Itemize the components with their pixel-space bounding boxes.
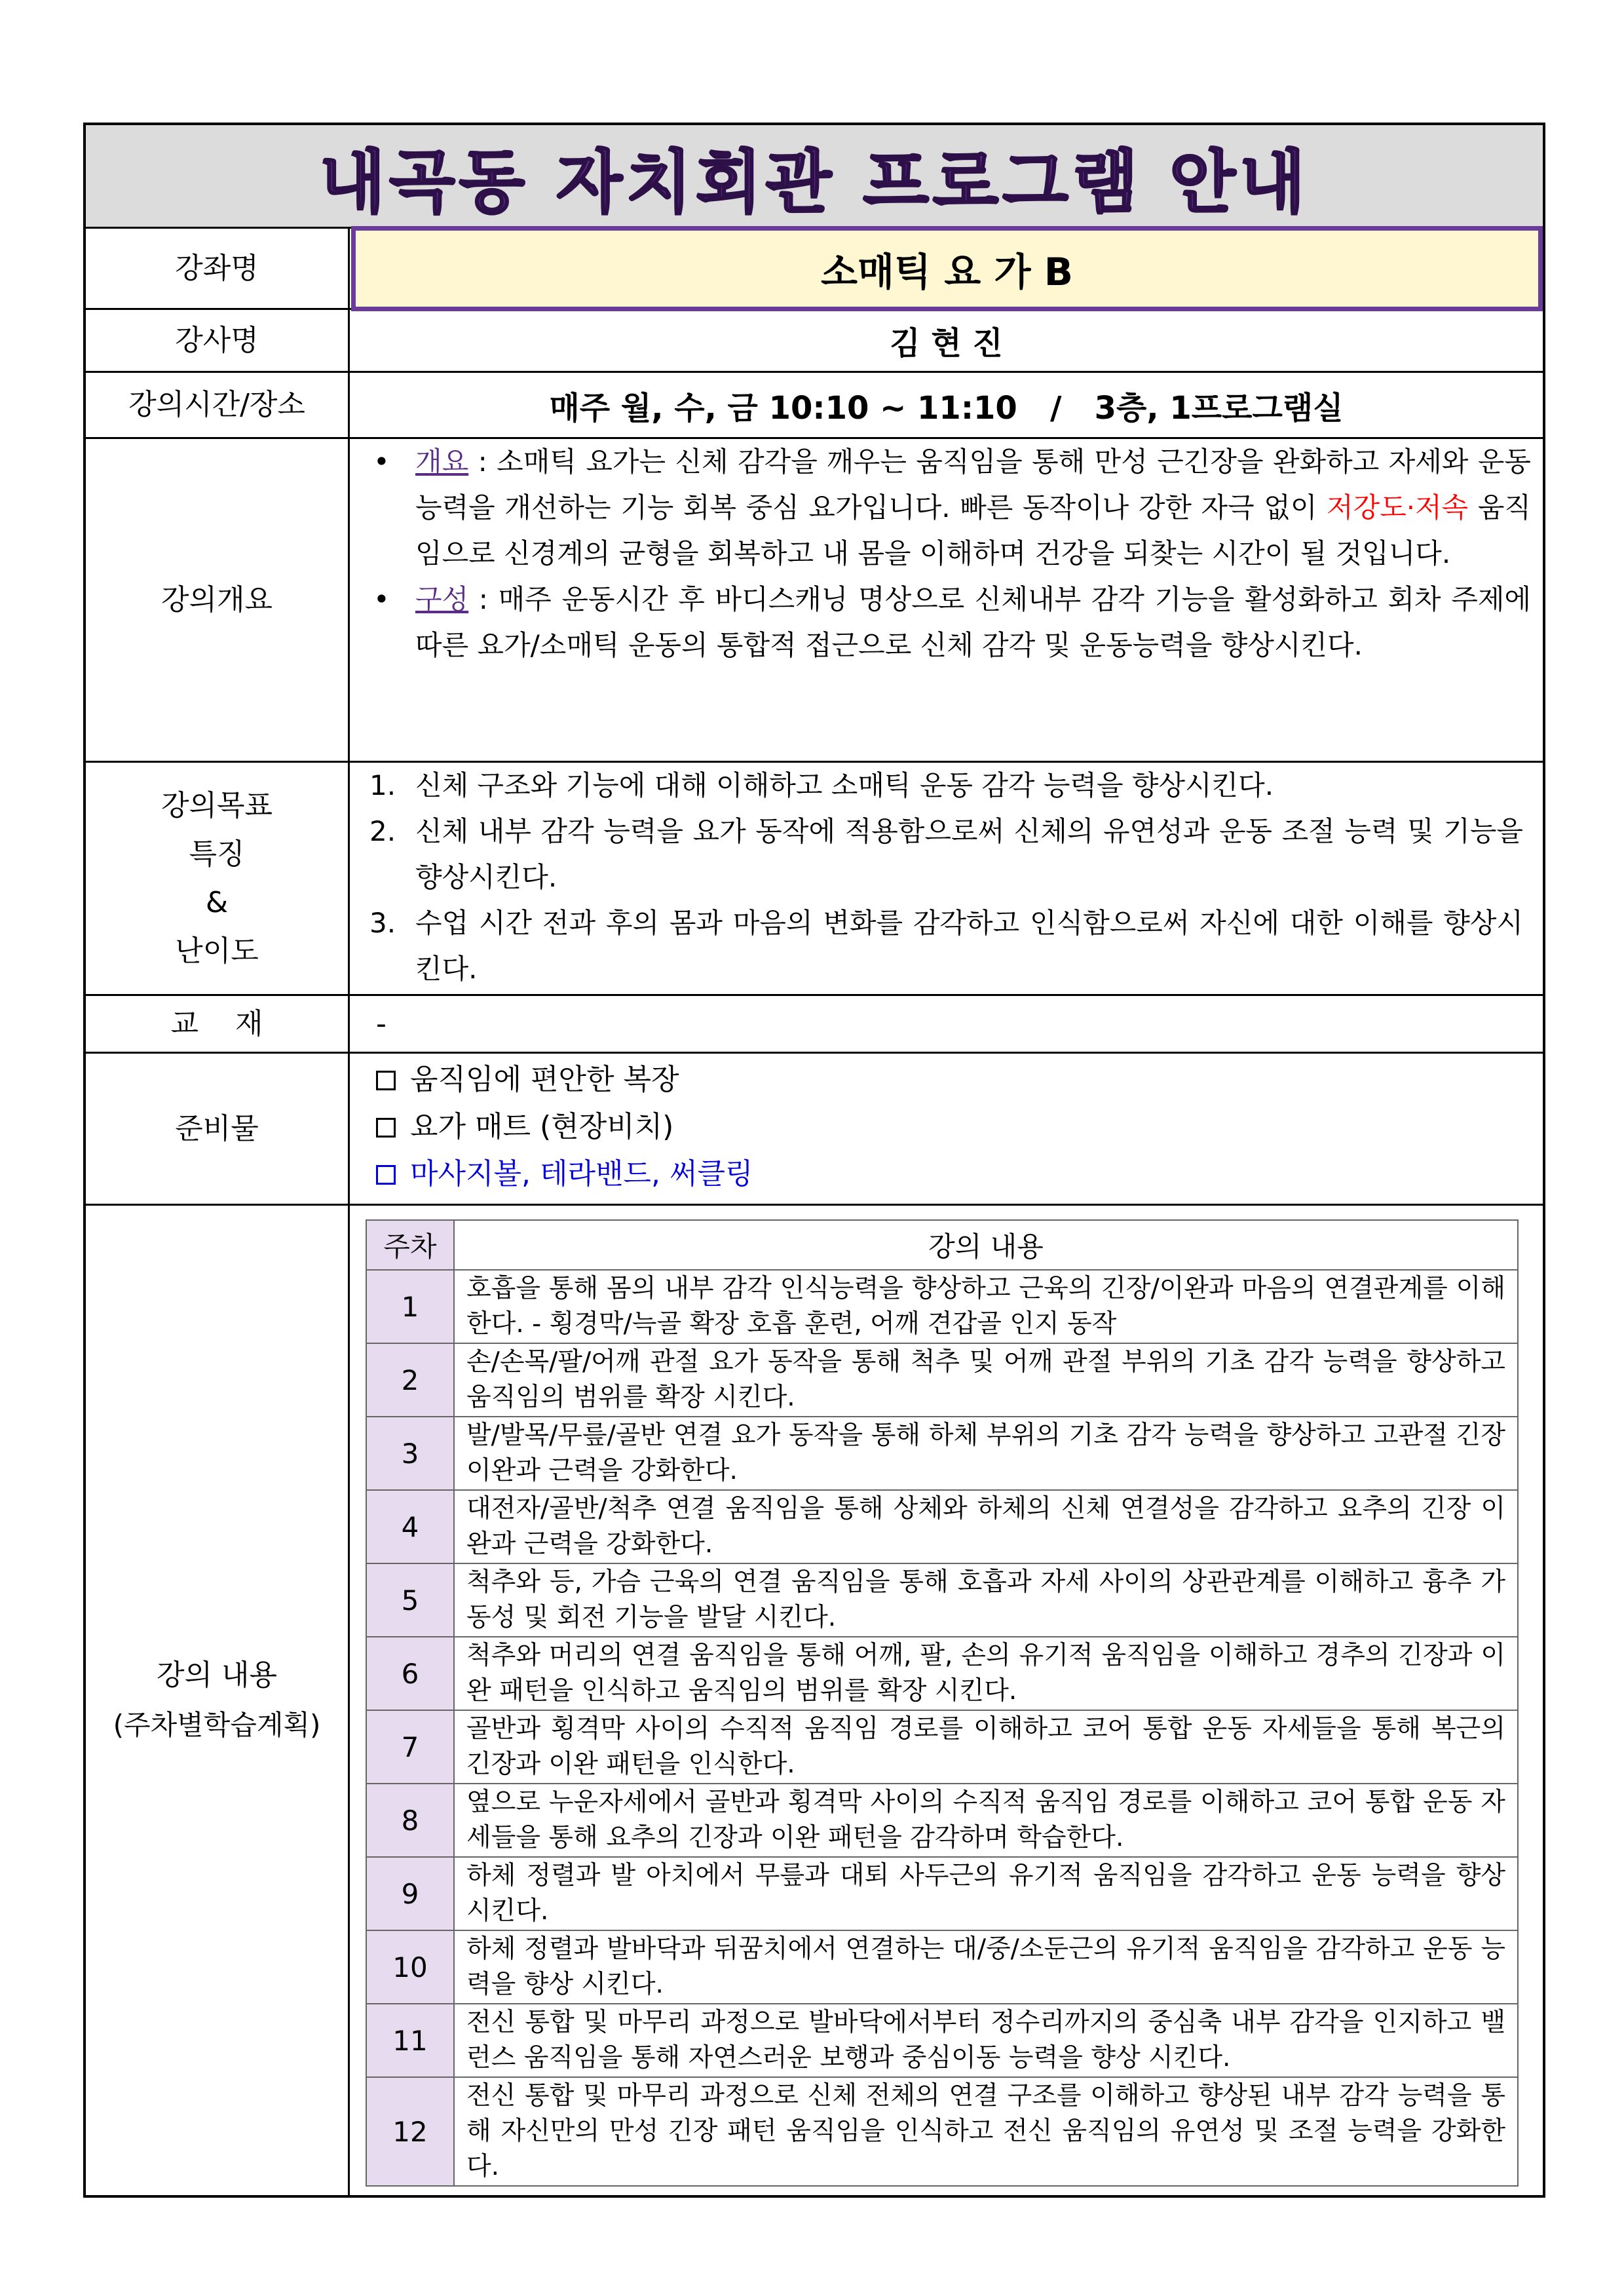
week-number: 12 [366,2077,454,2186]
week-content: 손/손목/팔/어깨 관절 요가 동작을 통해 척추 및 어깨 관절 부위의 기초 감각 능력을 향상하고 움직임의 범위를 확장 시킨다. [454,1343,1518,1417]
goal-item [350,763,1543,809]
checkbox-icon [376,1071,396,1090]
table-row [366,2004,1518,2077]
bullet-icon: • [373,446,390,478]
checkbox-icon [376,1165,396,1185]
label-course-name: 강좌명 [86,229,350,308]
supply-item [376,1056,1543,1103]
week-number: 1 [366,1270,454,1343]
table-row [366,1563,1518,1637]
week-content: 하체 정렬과 발 아치에서 무릎과 대퇴 사두근의 유기적 움직임을 감각하고 운동 능력을 향상 시킨다. [454,1857,1518,1930]
overview-item-summary [350,439,1543,577]
overview-text-structure: : 매주 운동시간 후 바디스캐닝 명상으로 신체내부 감각 기능을 활성화하고 회차 주제에 따른 요가/소매틱 운동의 통합적 접근으로 신체 감각 및 운동능력을 향상시킨다. [415,583,1531,661]
overview-keyword-summary: 개요 [415,446,469,478]
goal-item [350,809,1543,900]
week-content: 옆으로 누운자세에서 골반과 횡격막 사이의 수직적 움직임 경로를 이해하고 코어 통합 운동 자세들을 통해 요추의 긴장과 이완 패턴을 감각하며 학습한다. [454,1784,1518,1857]
table-row [366,1637,1518,1710]
title-bar [86,125,1543,229]
goal-number: 1. [369,769,396,801]
time-place-value: 매주 월, 수, 금 10:10 ~ 11:10 / 3층, 1프로그램실 [549,389,1344,427]
label-overview: 강의개요 [86,439,350,761]
row-goals [86,763,1543,996]
bullet-icon: • [373,583,390,615]
row-textbook [86,996,1543,1054]
table-row [366,1343,1518,1417]
row-instructor [86,310,1543,373]
label-goals-line: & [205,885,229,919]
supply-item [376,1151,1543,1198]
instructor-value: 김 현 진 [890,325,1003,362]
label-goals [86,763,350,994]
week-content: 하체 정렬과 발바닥과 뒤꿈치에서 연결하는 대/중/소둔근의 유기적 움직임을 감각하고 운동 능력을 향상 시킨다. [454,1930,1518,2004]
label-goals-line: 강의목표 [161,788,273,822]
supply-text: 움직임에 편안한 복장 [410,1063,679,1096]
weekly-plan-table [366,1219,1519,2187]
week-number: 9 [366,1857,454,1930]
label-instructor: 강사명 [86,310,350,371]
week-number: 10 [366,1930,454,2004]
week-number: 4 [366,1490,454,1563]
supply-text: 마사지볼, 테라밴드, 써클링 [410,1157,753,1191]
header-week: 주차 [366,1220,454,1270]
label-content [86,1206,350,2195]
goal-number: 2. [369,815,396,847]
week-number: 11 [366,2004,454,2077]
week-content: 대전자/골반/척추 연결 움직임을 통해 상체와 하체의 신체 연결성을 감각하고 요추의 긴장 이완과 근력을 강화한다. [454,1490,1518,1563]
table-row [366,1930,1518,2004]
week-content: 호흡을 통해 몸의 내부 감각 인식능력을 향상하고 근육의 긴장/이완과 마음의 연결관계를 이해한다. - 횡경막/늑골 확장 호흡 훈련, 어깨 견갑골 인지 동작 [454,1270,1518,1343]
week-content: 전신 통합 및 마무리 과정으로 신체 전체의 연결 구조를 이해하고 향상된 내부 감각 능력을 통해 자신만의 만성 긴장 패턴 움직임을 인식하고 전신 움직임의 유연성 및 조절 능력을 강화한다. [454,2077,1518,2186]
week-content: 골반과 횡격막 사이의 수직적 움직임 경로를 이해하고 코어 통합 운동 자세들을 통해 복근의 긴장과 이완 패턴을 인식한다. [454,1710,1518,1784]
week-content: 척추와 등, 가슴 근육의 연결 움직임을 통해 호흡과 자세 사이의 상관관계를 이해하고 흉추 가동성 및 회전 기능을 발달 시킨다. [454,1563,1518,1637]
row-overview [86,439,1543,763]
table-row [366,1857,1518,1930]
supply-text: 요가 매트 (현장비치) [410,1110,674,1143]
overview-text-summary-pre: : 소매틱 요가는 신체 감각을 깨우는 움직임을 통해 만성 근긴장을 완화하고 자세와 운동능력을 개선하는 기능 회복 중심 요가입니다. 빠른 동작이나 강한 자극 없이 [415,446,1531,524]
table-row [366,1417,1518,1490]
header-content: 강의 내용 [454,1220,1518,1270]
goal-item [350,900,1543,992]
label-content-line: (주차별학습계획) [113,1709,321,1741]
row-supplies [86,1054,1543,1206]
week-number: 6 [366,1637,454,1710]
row-course-name [86,229,1543,310]
page-title: 내곡동 자치회관 프로그램 안내 [319,142,1310,222]
label-time-place: 강의시간/장소 [86,373,350,437]
goal-text: 신체 구조와 기능에 대해 이해하고 소매틱 운동 감각 능력을 향상시킨다. [415,769,1274,801]
week-content: 전신 통합 및 마무리 과정으로 발바닥에서부터 정수리까지의 중심축 내부 감각을 인지하고 밸런스 움직임을 통해 자연스러운 보행과 중심이동 능력을 향상 시킨다. [454,2004,1518,2077]
textbook-value: - [376,1007,387,1041]
table-row [366,1490,1518,1563]
week-number: 5 [366,1563,454,1637]
label-content-line: 강의 내용 [156,1658,277,1692]
week-content: 발/발목/무릎/골반 연결 요가 동작을 통해 하체 부위의 기초 감각 능력을 향상하고 고관절 긴장 이완과 근력을 강화한다. [454,1417,1518,1490]
week-number: 8 [366,1784,454,1857]
week-number: 2 [366,1343,454,1417]
goal-text: 신체 내부 감각 능력을 요가 동작에 적용함으로써 신체의 유연성과 운동 조절 능력 및 기능을 향상시킨다. [415,815,1523,893]
overview-text-summary-post: 움직임으로 신경계의 균형을 회복하고 내 몸을 이해하며 건강을 되찾는 시간이 될 것입니다. [415,491,1532,569]
overview-highlight: 저강도·저속 [1327,491,1469,524]
week-content: 척추와 머리의 연결 움직임을 통해 어깨, 팔, 손의 유기적 움직임을 이해하고 경추의 긴장과 이완 패턴을 인식하고 움직임의 범위를 확장 시킨다. [454,1637,1518,1710]
supply-item [376,1103,1543,1151]
label-textbook: 교 재 [86,996,350,1052]
label-goals-line: 특징 [189,837,245,871]
table-row [366,2077,1518,2186]
course-name-value: 소매틱 요 가 B [351,226,1543,311]
week-number: 7 [366,1710,454,1784]
goal-text: 수업 시간 전과 후의 몸과 마음의 변화를 감각하고 인식함으로써 자신에 대한 이해를 향상시킨다. [415,907,1523,985]
table-row [366,1710,1518,1784]
overview-item-structure [350,577,1543,668]
week-number: 3 [366,1417,454,1490]
table-row [366,1270,1518,1343]
label-goals-line: 난이도 [175,934,259,968]
table-header-row [366,1220,1518,1270]
overview-keyword-structure: 구성 [415,583,469,615]
checkbox-icon [376,1118,396,1138]
goal-number: 3. [369,907,396,939]
table-row [366,1784,1518,1857]
row-time-place [86,373,1543,439]
label-supplies: 준비물 [86,1054,350,1204]
